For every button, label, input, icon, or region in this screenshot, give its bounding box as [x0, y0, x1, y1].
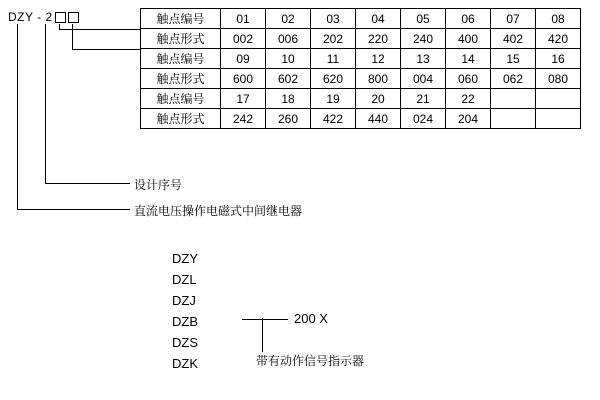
table-cell: 06 [446, 9, 491, 29]
table-row [141, 49, 581, 69]
row-header: 触点编号 [141, 49, 221, 69]
legend-list [172, 248, 198, 374]
legend-item: DZJ [172, 293, 196, 308]
table-cell: 080 [536, 69, 581, 89]
table-cell: 024 [401, 109, 446, 129]
table-cell: 02 [266, 9, 311, 29]
table-cell [491, 89, 536, 109]
legend-series-code: 200 X [294, 311, 328, 326]
table-cell: 620 [311, 69, 356, 89]
table-cell: 12 [356, 49, 401, 69]
table-row [141, 9, 581, 29]
leader-line-design-vertical [45, 24, 46, 184]
table-cell: 060 [446, 69, 491, 89]
leader-line-number-horizontal [59, 29, 141, 30]
leader-line-description-vertical [17, 24, 18, 210]
legend-item: DZB [172, 314, 198, 329]
caption-design-no: 设计序号 [134, 178, 183, 192]
table-cell: 800 [356, 69, 401, 89]
table-cell: 10 [266, 49, 311, 69]
legend-series-code-row [236, 311, 328, 326]
model-code-box-1 [55, 12, 66, 23]
table-cell: 19 [311, 89, 356, 109]
table-cell: 17 [221, 89, 266, 109]
table-cell: 11 [311, 49, 356, 69]
table-cell [491, 109, 536, 129]
table-cell: 22 [446, 89, 491, 109]
legend-note-connector [262, 318, 263, 352]
table-cell: 05 [401, 9, 446, 29]
contact-table [140, 8, 581, 129]
legend-connector-line [242, 319, 288, 320]
table-cell: 16 [536, 49, 581, 69]
table-cell: 15 [491, 49, 536, 69]
leader-line-description-horizontal [17, 209, 130, 210]
table-cell: 240 [401, 29, 446, 49]
table-cell: 062 [491, 69, 536, 89]
leader-line-contact-horizontal [72, 49, 141, 50]
table-cell: 08 [536, 9, 581, 29]
table-cell: 602 [266, 69, 311, 89]
table-cell: 242 [221, 109, 266, 129]
table-cell: 21 [401, 89, 446, 109]
legend-item: DZY [172, 251, 198, 266]
table-cell: 202 [311, 29, 356, 49]
row-header: 触点编号 [141, 9, 221, 29]
row-header: 触点形式 [141, 69, 221, 89]
table-cell: 422 [311, 109, 356, 129]
table-cell: 20 [356, 89, 401, 109]
table-cell: 18 [266, 89, 311, 109]
table-row [141, 69, 581, 89]
table-cell: 03 [311, 9, 356, 29]
table-cell: 004 [401, 69, 446, 89]
table-cell: 600 [221, 69, 266, 89]
model-code [8, 10, 79, 24]
contact-table-wrap [140, 8, 581, 129]
legend-item: DZK [172, 356, 198, 371]
table-cell: 04 [356, 9, 401, 29]
legend-item: DZS [172, 335, 198, 350]
row-header: 触点形式 [141, 29, 221, 49]
table-cell: 420 [536, 29, 581, 49]
model-code-prefix: DZY - 2 [8, 10, 53, 24]
row-header: 触点形式 [141, 109, 221, 129]
leader-line-contact-vertical [72, 24, 73, 50]
caption-description: 直流电压操作电磁式中间继电器 [134, 204, 303, 218]
table-cell: 002 [221, 29, 266, 49]
table-cell: 14 [446, 49, 491, 69]
table-row [141, 109, 581, 129]
table-cell: 402 [491, 29, 536, 49]
table-cell: 220 [356, 29, 401, 49]
table-cell [536, 89, 581, 109]
table-cell: 13 [401, 49, 446, 69]
legend-item: DZL [172, 272, 197, 287]
row-header: 触点编号 [141, 89, 221, 109]
table-cell: 09 [221, 49, 266, 69]
table-cell: 400 [446, 29, 491, 49]
model-code-box-2 [68, 12, 79, 23]
legend-note: 带有动作信号指示器 [256, 354, 365, 368]
leader-line-design-horizontal [45, 183, 130, 184]
table-row [141, 89, 581, 109]
table-cell: 01 [221, 9, 266, 29]
table-cell: 440 [356, 109, 401, 129]
table-cell: 07 [491, 9, 536, 29]
table-cell: 006 [266, 29, 311, 49]
table-cell: 260 [266, 109, 311, 129]
table-row [141, 29, 581, 49]
table-cell [536, 109, 581, 129]
table-cell: 204 [446, 109, 491, 129]
